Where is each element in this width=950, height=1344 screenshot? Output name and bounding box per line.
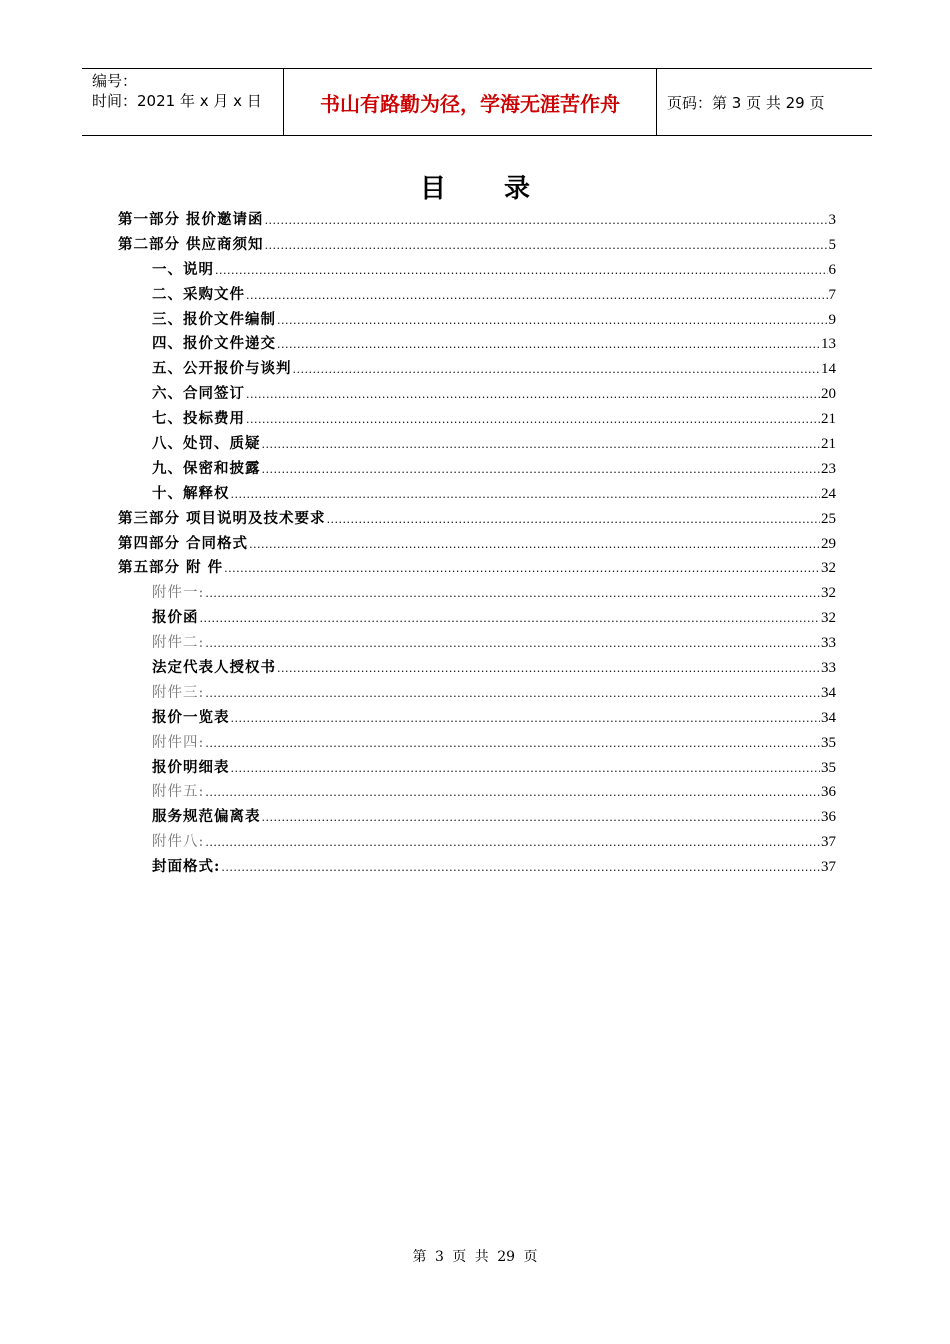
toc-entry-label: 第一部分 报价邀请函 xyxy=(118,211,264,228)
toc-leader-dots xyxy=(215,259,828,284)
toc-leader-dots xyxy=(246,383,820,408)
toc-entry-page-number: 6 xyxy=(828,261,836,278)
toc-entry[interactable] xyxy=(118,731,836,756)
toc-entry[interactable] xyxy=(118,656,836,681)
page-footer: 第 3 页 共 29 页 xyxy=(412,1249,538,1265)
toc-leader-dots xyxy=(246,284,828,309)
table-of-contents xyxy=(118,208,836,880)
toc-entry[interactable] xyxy=(118,681,836,706)
toc-entry-label: 二、采购文件 xyxy=(152,285,245,303)
header-motto: 书山有路勤为径，学海无涯苦作舟 xyxy=(284,69,657,135)
toc-entry-label: 五、公开报价与谈判 xyxy=(152,360,292,378)
toc-entry-label: 附件四: xyxy=(152,734,205,751)
title-part-2: 录 xyxy=(504,174,531,204)
toc-entry[interactable] xyxy=(118,507,836,532)
toc-entry-label: 一、说明 xyxy=(152,260,214,278)
toc-entry[interactable] xyxy=(118,407,836,432)
toc-entry[interactable] xyxy=(118,855,836,880)
toc-entry[interactable] xyxy=(118,756,836,781)
toc-entry-page-number: 32 xyxy=(821,610,836,627)
toc-entry-page-number: 37 xyxy=(821,859,836,876)
title-part-1: 目 xyxy=(419,174,446,204)
toc-entry-page-number: 24 xyxy=(821,485,836,502)
toc-entry[interactable] xyxy=(118,382,836,407)
toc-entry-label: 九、保密和披露 xyxy=(152,459,261,477)
toc-entry-label: 附件三: xyxy=(152,684,205,701)
toc-leader-dots xyxy=(205,582,820,607)
toc-leader-dots xyxy=(262,433,821,458)
toc-entry-page-number: 20 xyxy=(821,386,836,403)
toc-leader-dots xyxy=(327,508,820,533)
toc-leader-dots xyxy=(205,732,820,757)
toc-entry-page-number: 32 xyxy=(821,585,836,602)
toc-entry-page-number: 34 xyxy=(821,709,836,726)
toc-entry[interactable] xyxy=(118,805,836,830)
header-meta xyxy=(82,69,284,135)
toc-entry-page-number: 33 xyxy=(821,635,836,652)
toc-entry-label: 报价函 xyxy=(152,609,199,627)
toc-entry-page-number: 14 xyxy=(821,361,836,378)
toc-leader-dots xyxy=(246,408,820,433)
toc-entry[interactable] xyxy=(118,357,836,382)
toc-entry-label: 第四部分 合同格式 xyxy=(118,534,249,552)
toc-leader-dots xyxy=(293,358,821,383)
toc-leader-dots xyxy=(205,831,820,856)
toc-entry-page-number: 13 xyxy=(821,336,836,353)
toc-entry-page-number: 23 xyxy=(821,460,836,477)
toc-leader-dots xyxy=(277,309,828,334)
toc-entry[interactable] xyxy=(118,482,836,507)
toc-entry-label: 第二部分 供应商须知 xyxy=(118,235,264,253)
toc-entry-page-number: 9 xyxy=(828,311,836,328)
toc-leader-dots xyxy=(205,632,820,657)
toc-leader-dots xyxy=(262,458,821,483)
toc-entry-label: 六、合同签订 xyxy=(152,385,245,403)
toc-leader-dots xyxy=(265,209,828,234)
toc-entry-label: 十、解释权 xyxy=(152,484,230,502)
toc-entry[interactable] xyxy=(118,332,836,357)
toc-entry[interactable] xyxy=(118,308,836,333)
page-title xyxy=(0,168,950,205)
toc-entry-page-number: 36 xyxy=(821,809,836,826)
toc-entry[interactable] xyxy=(118,258,836,283)
toc-entry-page-number: 32 xyxy=(821,560,836,577)
toc-entry-label: 第三部分 项目说明及技术要求 xyxy=(118,509,326,527)
toc-entry[interactable] xyxy=(118,556,836,581)
toc-leader-dots xyxy=(205,682,820,707)
toc-leader-dots xyxy=(262,806,821,831)
toc-leader-dots xyxy=(231,483,821,508)
toc-entry[interactable] xyxy=(118,706,836,731)
toc-leader-dots xyxy=(205,781,820,806)
toc-entry-label: 附件一: xyxy=(152,585,205,602)
toc-entry-page-number: 36 xyxy=(821,784,836,801)
toc-entry-label: 报价明细表 xyxy=(152,758,230,776)
toc-entry-page-number: 21 xyxy=(821,436,836,453)
toc-leader-dots xyxy=(277,333,820,358)
toc-leader-dots xyxy=(249,533,820,558)
toc-entry-page-number: 37 xyxy=(821,834,836,851)
toc-entry-page-number: 7 xyxy=(828,286,836,303)
toc-entry-page-number: 34 xyxy=(821,684,836,701)
toc-leader-dots xyxy=(231,707,821,732)
toc-entry[interactable] xyxy=(118,457,836,482)
document-number-label: 编号： xyxy=(92,72,138,90)
toc-entry[interactable] xyxy=(118,233,836,258)
toc-entry-page-number: 33 xyxy=(821,660,836,677)
toc-entry[interactable] xyxy=(118,830,836,855)
toc-entry[interactable] xyxy=(118,606,836,631)
toc-entry-page-number: 35 xyxy=(821,759,836,776)
toc-entry-label: 第五部分 附 件 xyxy=(118,559,224,577)
toc-leader-dots xyxy=(277,657,820,682)
toc-entry[interactable] xyxy=(118,581,836,606)
document-date-label: 时间：2021 年 x 月 x 日 xyxy=(92,92,262,110)
toc-leader-dots xyxy=(221,856,820,881)
toc-entry-page-number: 25 xyxy=(821,510,836,527)
toc-entry-page-number: 21 xyxy=(821,411,836,428)
header-page-info: 页码：第 3 页 共 29 页 xyxy=(667,93,825,112)
toc-leader-dots xyxy=(231,757,821,782)
toc-entry[interactable] xyxy=(118,780,836,805)
toc-entry-label: 八、处罚、质疑 xyxy=(152,435,261,453)
toc-entry[interactable] xyxy=(118,283,836,308)
toc-entry-label: 服务规范偏离表 xyxy=(152,808,261,826)
toc-entry[interactable] xyxy=(118,631,836,656)
toc-entry-label: 七、投标费用 xyxy=(152,410,245,428)
toc-entry-page-number: 35 xyxy=(821,734,836,751)
toc-entry-page-number: 3 xyxy=(828,212,836,228)
toc-entry[interactable] xyxy=(118,532,836,557)
toc-leader-dots xyxy=(265,234,828,259)
toc-entry-label: 三、报价文件编制 xyxy=(152,310,276,328)
toc-entry-page-number: 5 xyxy=(828,236,836,253)
toc-leader-dots xyxy=(200,607,821,632)
toc-entry[interactable] xyxy=(118,208,836,233)
page-header xyxy=(82,68,872,136)
toc-entry-label: 四、报价文件递交 xyxy=(152,335,276,353)
toc-entry-page-number: 29 xyxy=(821,535,836,552)
toc-entry-label: 报价一览表 xyxy=(152,708,230,726)
toc-entry-label: 法定代表人授权书 xyxy=(152,659,276,677)
toc-entry-label: 附件八: xyxy=(152,834,205,851)
toc-entry-label: 附件二: xyxy=(152,635,205,652)
toc-leader-dots xyxy=(224,557,820,582)
toc-entry-label: 附件五: xyxy=(152,784,205,801)
toc-entry[interactable] xyxy=(118,432,836,457)
toc-entry-label: 封面格式: xyxy=(152,858,221,876)
